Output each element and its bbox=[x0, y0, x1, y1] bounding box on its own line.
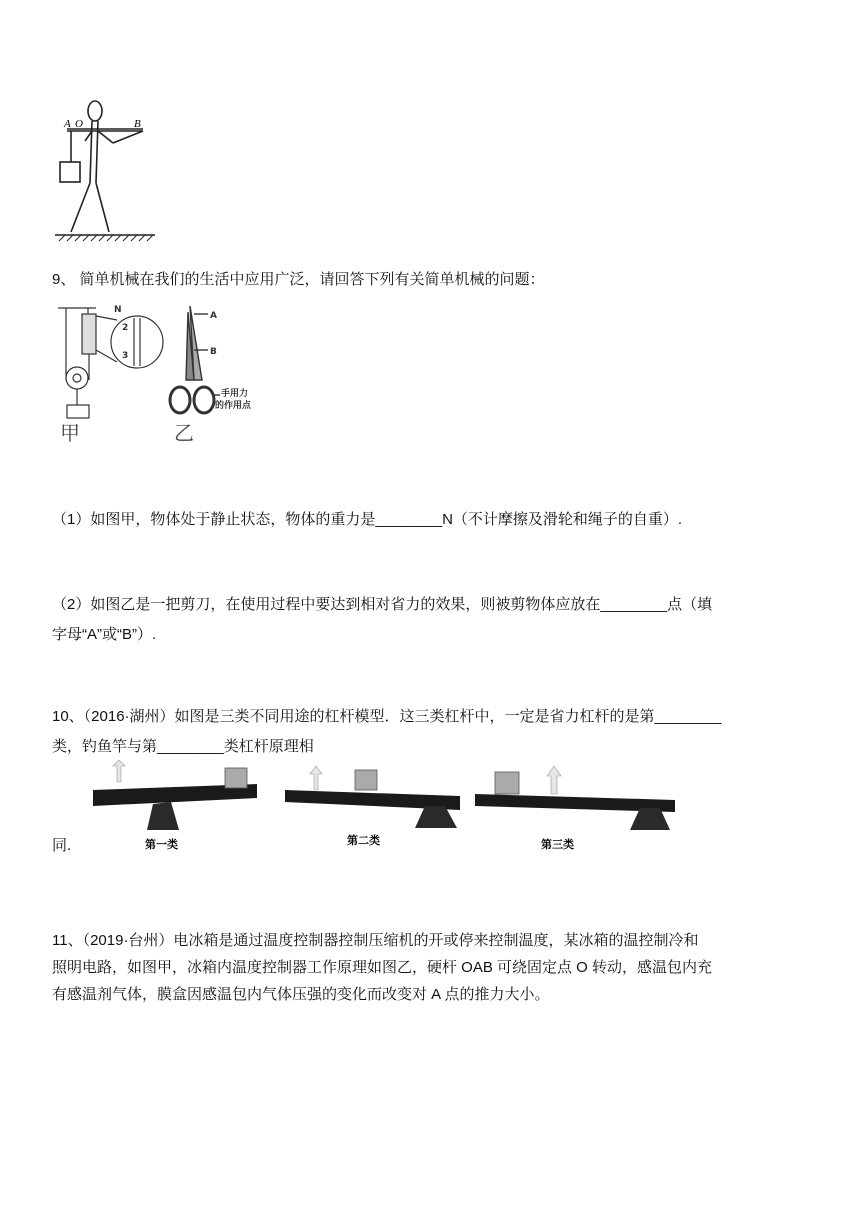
scissors-b: B bbox=[210, 347, 217, 357]
class-3-label: 第三类 bbox=[541, 838, 574, 851]
jia-label: 甲 bbox=[60, 423, 80, 445]
lever-models-figure bbox=[85, 760, 680, 855]
q9-figures-drawing bbox=[52, 300, 267, 445]
class-2-label: 第二类 bbox=[347, 834, 380, 847]
scissors-hand1: 手用力 bbox=[221, 389, 249, 399]
q9-figures bbox=[52, 300, 267, 445]
q9-part2-line1: （2）如图乙是一把剪刀，在使用过程中要达到相对省力的效果，则被剪物体应放在________点（填 bbox=[52, 596, 713, 613]
q10-line3: 同. bbox=[52, 837, 72, 854]
q9-part2-line2: 字母“A”或“B”）. bbox=[52, 626, 157, 643]
q10-line1: 10、（2016·湖州）如图是三类不同用途的杠杆模型．这三类杠杆中，一定是省力杠杆的是第________ bbox=[52, 708, 722, 725]
lever-class-1 bbox=[93, 760, 257, 851]
lever-class-3 bbox=[475, 766, 675, 851]
label-b: B bbox=[134, 118, 141, 130]
scissors-a: A bbox=[210, 311, 217, 321]
label-o: O bbox=[75, 118, 83, 130]
scale-n: N bbox=[114, 305, 122, 315]
q10-line2: 类，钓鱼竿与第________类杠杆原理相 bbox=[52, 738, 314, 755]
label-a: A bbox=[64, 118, 71, 130]
yi-label: 乙 bbox=[174, 423, 194, 445]
q9-stem: 9、 简单机械在我们的生活中应用广泛，请回答下列有关简单机械的问题： bbox=[52, 271, 545, 288]
lever-class-2 bbox=[285, 766, 460, 847]
scale-3: 3 bbox=[122, 351, 129, 361]
scissors-hand2: 的作用点 bbox=[215, 401, 252, 411]
q11-line1: 11、（2019·台州）电冰箱是通过温度控制器控制压缩机的开或停来控制温度，某冰箱的温控制冷和 bbox=[52, 932, 699, 949]
lever-models-drawing bbox=[85, 760, 680, 855]
q9-part1: （1）如图甲，物体处于静止状态，物体的重力是________N（不计摩擦及滑轮和绳子的自重）. bbox=[52, 511, 683, 528]
q11-line2: 照明电路，如图甲，冰箱内温度控制器工作原理如图乙，硬杆 OAB 可绕固定点 O 转动，感温包内充 bbox=[52, 959, 713, 976]
q11-line3: 有感温剂气体，膜盒因感温包内气体压强的变化而改变对 A 点的推力大小。 bbox=[52, 986, 550, 1003]
person-lever-figure bbox=[55, 95, 225, 245]
person-lever-drawing bbox=[55, 95, 225, 245]
scale-2: 2 bbox=[122, 323, 129, 333]
class-1-label: 第一类 bbox=[145, 838, 178, 851]
